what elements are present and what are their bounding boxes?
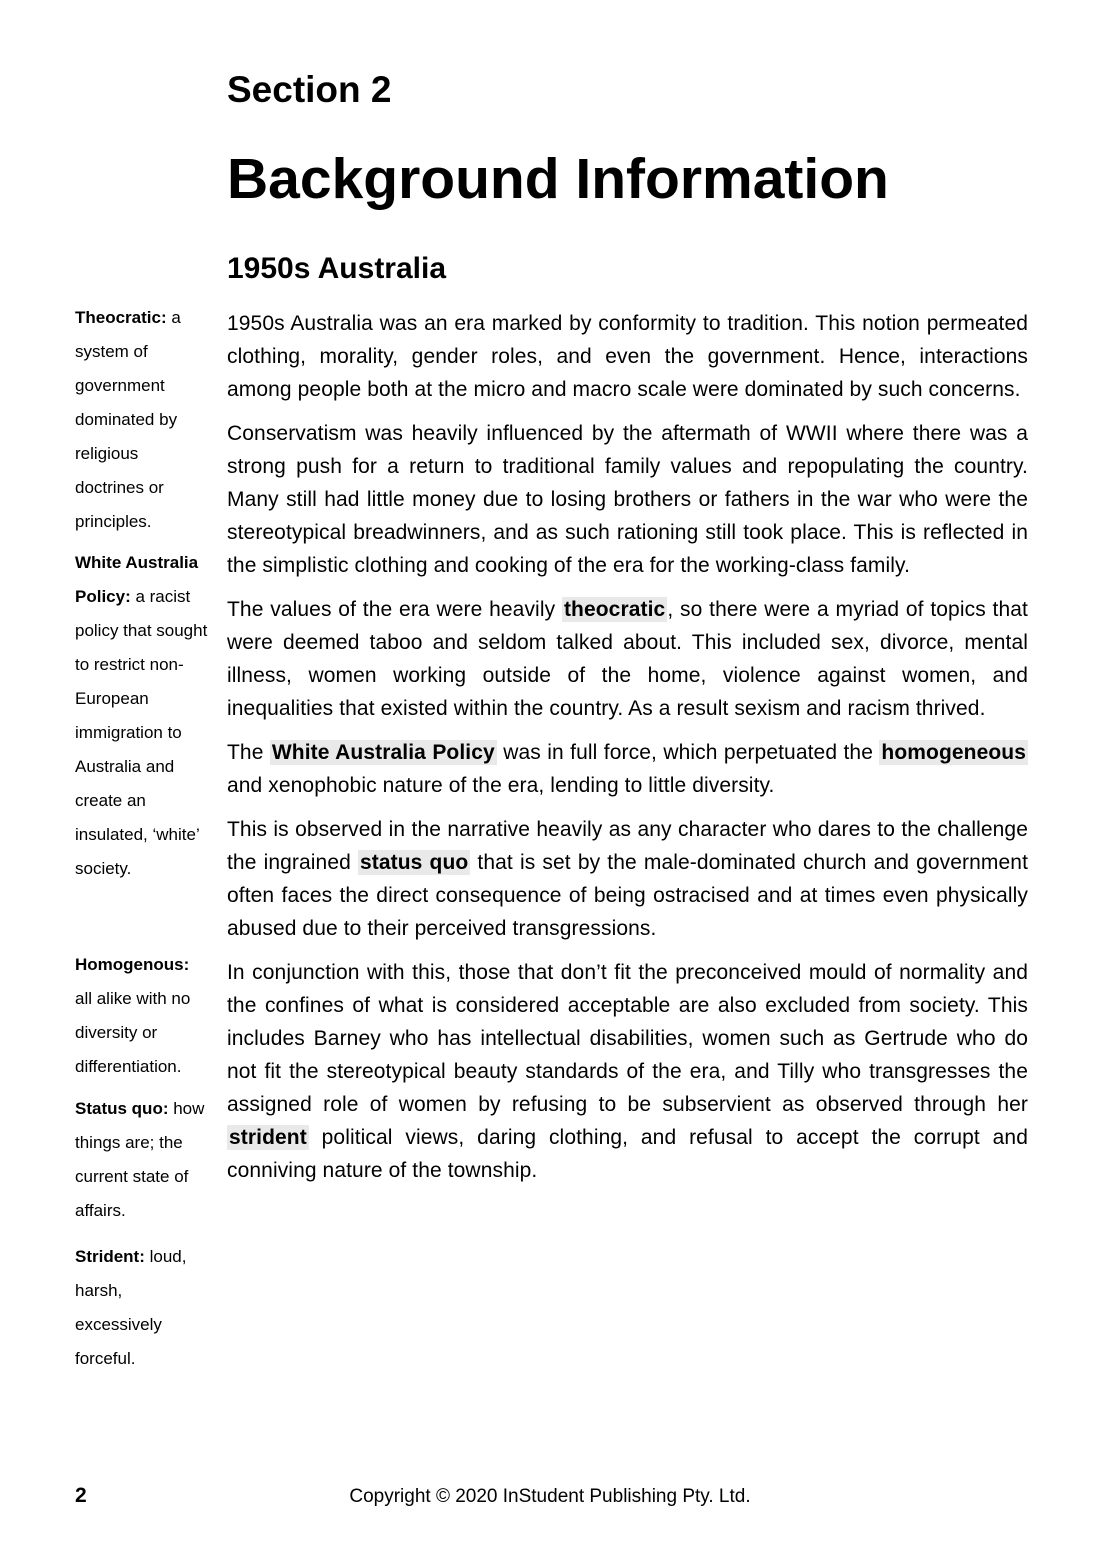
copyright-text: Copyright © 2020 InStudent Publishing Pty. Ltd. [349, 1486, 751, 1507]
glossary-term: White Australia Policy: [75, 553, 199, 606]
glossary-term: Homogenous: [75, 955, 190, 974]
glossary-definition: a system of government dominated by religious doctrines or principles. [75, 308, 181, 531]
text-run: that is set by the male-dominated church and government often faces the direct consequence of being ostracised and at times even physically abused due to their perceived transgressions. [227, 850, 1029, 940]
highlighted-term: theocratic [563, 597, 666, 621]
glossary-term: Status quo: [75, 1099, 169, 1118]
text-run: was in full force, which perpetuated the [496, 740, 880, 764]
glossary-term: Strident: [75, 1247, 145, 1266]
paragraph-1 [227, 307, 1028, 406]
highlighted-term: homogeneous [881, 740, 1026, 764]
glossary-definition: all alike with no diversity or differentiation. [75, 989, 191, 1076]
body-text [227, 307, 1028, 1187]
text-run: In conjunction with this, those that don’t fit the preconceived mould of normality and the confines of what is considered acceptable are also excluded from society. This includes Barney who has intellectual disabilities, women such as Gertrude who do not fit the stereotypical beauty standards of the era, and Tilly who transgresses the assigned role of women by refusing to be subservient as observed through her [227, 960, 1028, 1116]
paragraph-2 [227, 417, 1028, 582]
glossary-entry-homogenous [75, 948, 209, 1084]
text-run: This is observed in the narrative heavily as any character who dares to the challenge the ingrained [227, 817, 1028, 874]
subsection-title: 1950s Australia [227, 251, 447, 285]
section-label: Section 2 [227, 69, 392, 110]
text-run: , so there were a myriad of topics that were deemed taboo and seldom talked about. This included sex, divorce, mental illness, women working outside of the home, violence against women, and inequalities that existed within the country. As a result sexism and racism thrived. [227, 597, 1028, 720]
text-run: Conservatism was heavily influenced by the aftermath of WWII where there was a strong push for a return to traditional family values and repopulating the country. Many still had little money due to losing brothers or fathers in the war who were the stereotypical breadwinners, and as such rationing still took place. This is reflected in the simplistic clothing and cooking of the era for the working-class family. [227, 421, 1028, 577]
paragraph-4 [227, 736, 1028, 802]
main-column [227, 0, 1028, 1198]
paragraph-3 [227, 593, 1028, 725]
glossary-entry-theocratic [75, 301, 209, 539]
text-run: political views, daring clothing, and refusal to accept the corrupt and conniving nature of the township. [227, 1125, 1028, 1182]
glossary-definition: a racist policy that sought to restrict non-European immigration to Australia and create an insulated, ‘white’ society. [75, 587, 208, 878]
glossary-entry-strident [75, 1240, 209, 1376]
text-run: and xenophobic nature of the era, lending to little diversity. [227, 773, 775, 797]
highlighted-term: status quo [359, 850, 469, 874]
page-number: 2 [75, 1484, 87, 1507]
text-run: The [227, 740, 270, 764]
page-footer [0, 1484, 1100, 1514]
page-title: Background Information [227, 146, 889, 211]
glossary-term: Theocratic: [75, 308, 167, 327]
text-run: 1950s Australia was an era marked by conformity to tradition. This notion permeated clothing, morality, gender roles, and even the government. Hence, interactions among people both at the micro and macro scale were dominated by such concerns. [227, 311, 1028, 401]
glossary-definition: loud, harsh, excessively forceful. [75, 1247, 187, 1368]
highlighted-term: White Australia Policy [271, 740, 495, 764]
glossary-entry-status-quo [75, 1092, 209, 1228]
glossary-definition: how things are; the current state of affairs. [75, 1099, 205, 1220]
paragraph-6 [227, 956, 1028, 1187]
glossary-entry-white-australia-policy [75, 546, 209, 886]
paragraph-5 [227, 813, 1028, 945]
text-run: The values of the era were heavily [227, 597, 562, 621]
highlighted-term: strident [229, 1125, 307, 1149]
